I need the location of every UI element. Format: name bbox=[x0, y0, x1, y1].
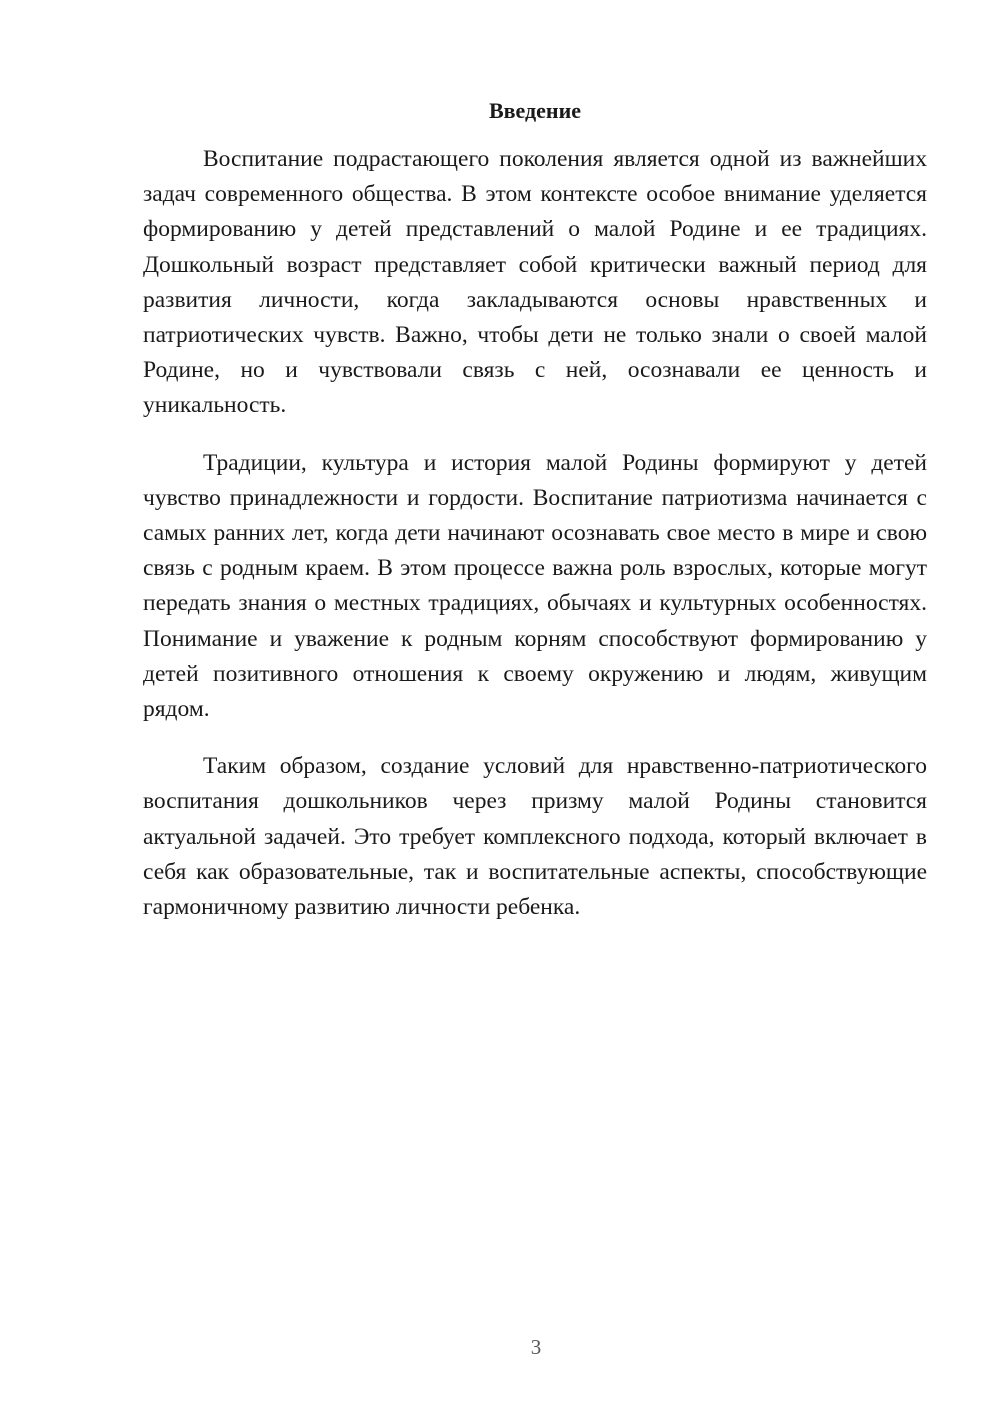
body-text bbox=[143, 142, 927, 947]
paragraph-2: Традиции, культура и история малой Родины формируют у детей чувство принадлежности и гордости. Воспитание патриотизма начинается с самых ранних лет, когда дети начинают осознавать свое место в мире и свою связь с родным краем. В этом процессе важна роль взрослых, которые могут передать знания о местных традициях, обычаях и культурных особенностях. Понимание и уважение к родным корням способствуют формированию у детей позитивного отношения к своему окружению и людям, живущим рядом. bbox=[143, 449, 927, 723]
page-number bbox=[36, 1334, 1000, 1360]
paragraph-1: Воспитание подрастающего поколения является одной из важнейших задач современного общества. В этом контексте особое внимание уделяется формированию у детей представлений о малой Родине и ее традициях. Дошкольный возраст представляет собой критически важный период для развития личности, когда закладываются основы нравственных и патриотических чувств. Важно, чтобы дети не только знали о своей малой Родине, но и чувствовали связь с ней, осознавали ее ценность и уникальность. bbox=[143, 146, 927, 419]
section-heading: Введение bbox=[488, 98, 582, 123]
page-number-label: 3 bbox=[530, 1335, 542, 1359]
paragraph-3: Таким образом, создание условий для нравственно-патриотического воспитания дошкольников через призму малой Родины становится актуальной задачей. Это требует комплексного подхода, который включает в себя как образовательные, так и воспитательные аспекты, способствующие гармоничному развитию личности ребенка. bbox=[143, 753, 927, 921]
